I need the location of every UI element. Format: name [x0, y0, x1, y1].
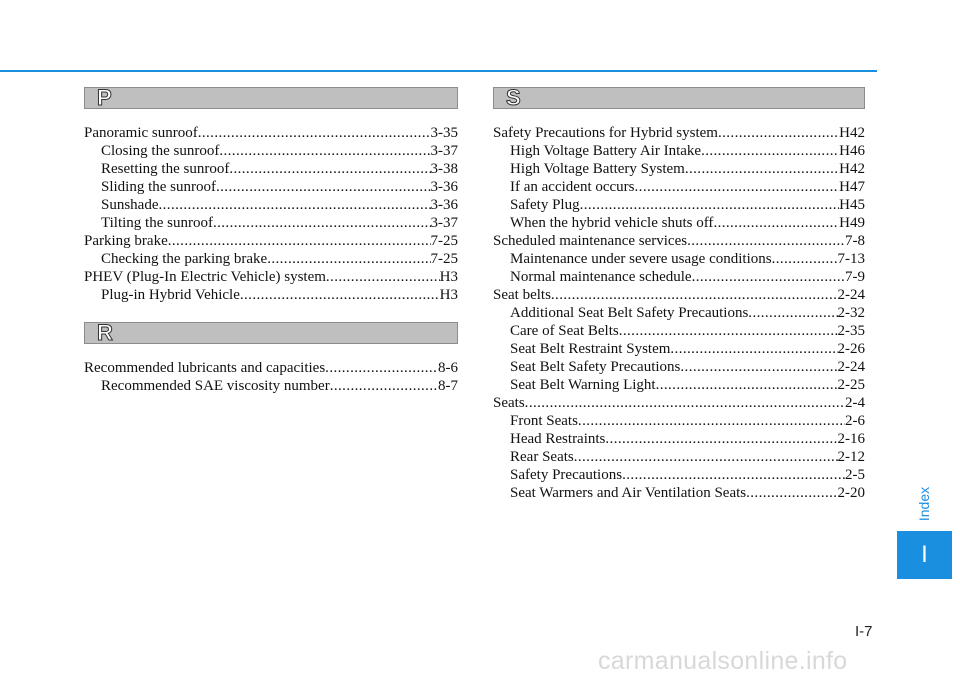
dot-leader [168, 232, 431, 250]
entry-page-ref: H3 [439, 287, 458, 303]
entry-page-ref: 2-4 [845, 395, 865, 411]
index-entry [493, 214, 865, 232]
watermark: carmanualsonline.info [598, 647, 848, 675]
index-entry [493, 484, 865, 502]
dot-leader [580, 196, 840, 214]
section-letter-s: S [506, 85, 521, 110]
entry-page-ref: H49 [839, 215, 865, 231]
entry-title: Normal maintenance schedule [510, 269, 692, 285]
dot-leader [746, 484, 837, 502]
entry-page-ref: 2-16 [837, 431, 865, 447]
dot-leader [701, 142, 839, 160]
entry-page-ref: 3-36 [430, 197, 458, 213]
entry-title: Maintenance under severe usage conditions [510, 251, 772, 267]
entry-title: Sunshade [101, 197, 159, 213]
section-s-entries [493, 124, 865, 502]
index-entry [493, 232, 865, 250]
entry-title: Seat belts [493, 287, 551, 303]
dot-leader [213, 214, 431, 232]
entry-title: Sliding the sunroof [101, 179, 216, 195]
section-header-p [84, 87, 458, 109]
side-tab-letter: I [897, 531, 952, 579]
index-entry [493, 376, 865, 394]
section-p-entries [84, 124, 458, 304]
dot-leader [325, 359, 438, 377]
dot-leader [216, 178, 431, 196]
index-entry [493, 358, 865, 376]
dot-leader [219, 142, 430, 160]
entry-title: Recommended lubricants and capacities [84, 360, 326, 376]
index-entry [84, 160, 458, 178]
index-entry [493, 142, 865, 160]
entry-title: Parking brake [84, 233, 168, 249]
right-column [493, 87, 865, 502]
index-entry [84, 359, 458, 377]
entry-page-ref: 7-9 [845, 269, 865, 285]
dot-leader [578, 412, 845, 430]
side-tab-label-text: Index [916, 486, 933, 522]
index-entry [84, 214, 458, 232]
dot-leader [713, 214, 839, 232]
entry-title: High Voltage Battery System [510, 161, 685, 177]
entry-page-ref: 3-38 [430, 161, 458, 177]
side-tab-label [897, 478, 952, 530]
entry-page-ref: 7-25 [430, 251, 458, 267]
index-entry [84, 196, 458, 214]
entry-page-ref: 7-13 [837, 251, 865, 267]
dot-leader [680, 358, 837, 376]
section-gap [84, 304, 458, 322]
index-entry [493, 448, 865, 466]
dot-leader [718, 124, 839, 142]
entry-page-ref: 2-35 [837, 323, 865, 339]
entry-page-ref: 2-25 [837, 377, 865, 393]
index-entry [84, 250, 458, 268]
entry-title: Head Restraints [510, 431, 606, 447]
index-entry [84, 377, 458, 395]
dot-leader [685, 160, 839, 178]
entry-title: When the hybrid vehicle shuts off [510, 215, 714, 231]
dot-leader [330, 377, 438, 395]
index-entry [493, 304, 865, 322]
dot-leader [670, 340, 837, 358]
entry-page-ref: 7-8 [845, 233, 865, 249]
entry-title: Additional Seat Belt Safety Precautions [510, 305, 749, 321]
entry-title: Seats [493, 395, 525, 411]
section-r-entries [84, 359, 458, 395]
entry-title: PHEV (Plug-In Electric Vehicle) system [84, 269, 326, 285]
entry-page-ref: 3-35 [430, 125, 458, 141]
index-entry [84, 178, 458, 196]
entry-page-ref: H3 [439, 269, 458, 285]
entry-page-ref: 8-7 [438, 378, 458, 394]
dot-leader [605, 430, 837, 448]
dot-leader [551, 286, 838, 304]
entry-title: Seat Warmers and Air Ventilation Seats [510, 485, 747, 501]
index-entry [493, 196, 865, 214]
index-entry [493, 178, 865, 196]
entry-page-ref: H42 [839, 161, 865, 177]
dot-leader [635, 178, 840, 196]
index-entry [493, 250, 865, 268]
entry-page-ref: 2-24 [837, 359, 865, 375]
entry-title: Resetting the sunroof [101, 161, 230, 177]
dot-leader [159, 196, 431, 214]
entry-title: Closing the sunroof [101, 143, 220, 159]
entry-page-ref: H47 [839, 179, 865, 195]
entry-title: Checking the parking brake [101, 251, 268, 267]
dot-leader [748, 304, 837, 322]
entry-page-ref: 2-32 [837, 305, 865, 321]
entry-page-ref: H46 [839, 143, 865, 159]
dot-leader [240, 286, 440, 304]
entry-title: Front Seats [510, 413, 578, 429]
entry-page-ref: 8-6 [438, 360, 458, 376]
entry-title: High Voltage Battery Air Intake [510, 143, 702, 159]
dot-leader [229, 160, 430, 178]
entry-page-ref: 3-36 [430, 179, 458, 195]
top-rule [0, 70, 877, 72]
dot-leader [198, 124, 431, 142]
entry-title: Recommended SAE viscosity number [101, 378, 330, 394]
index-entry [493, 124, 865, 142]
index-entry [493, 430, 865, 448]
entry-title: Panoramic sunroof [84, 125, 198, 141]
index-entry [84, 232, 458, 250]
dot-leader [687, 232, 845, 250]
page-number: I-7 [855, 623, 873, 640]
entry-page-ref: 7-25 [430, 233, 458, 249]
entry-title: Care of Seat Belts [510, 323, 619, 339]
index-entry [493, 322, 865, 340]
index-entry [493, 160, 865, 178]
entry-title: Safety Plug [510, 197, 580, 213]
entry-title: Seat Belt Warning Light [510, 377, 656, 393]
section-header-r [84, 322, 458, 344]
left-column [84, 87, 458, 395]
index-entry [84, 286, 458, 304]
dot-leader [692, 268, 845, 286]
index-entry [493, 466, 865, 484]
entry-title: Safety Precautions for Hybrid system [493, 125, 718, 141]
entry-title: Seat Belt Safety Precautions [510, 359, 681, 375]
entry-page-ref: 3-37 [430, 215, 458, 231]
entry-title: Tilting the sunroof [101, 215, 213, 231]
section-header-s [493, 87, 865, 109]
dot-leader [656, 376, 838, 394]
entry-page-ref: 2-20 [837, 485, 865, 501]
section-letter-p: P [97, 85, 112, 110]
index-entry [84, 268, 458, 286]
index-entry [493, 412, 865, 430]
section-letter-r: R [97, 320, 113, 345]
entry-page-ref: 2-26 [837, 341, 865, 357]
entry-page-ref: 3-37 [430, 143, 458, 159]
dot-leader [772, 250, 838, 268]
index-entry [493, 340, 865, 358]
index-entry [84, 124, 458, 142]
index-entry [84, 142, 458, 160]
dot-leader [267, 250, 430, 268]
index-entry [493, 286, 865, 304]
dot-leader [622, 466, 845, 484]
entry-page-ref: H42 [839, 125, 865, 141]
entry-title: Plug-in Hybrid Vehicle [101, 287, 240, 303]
entry-title: Seat Belt Restraint System [510, 341, 671, 357]
index-entry [493, 268, 865, 286]
entry-title: Safety Precautions [510, 467, 623, 483]
dot-leader [326, 268, 440, 286]
entry-title: Rear Seats [510, 449, 574, 465]
entry-page-ref: 2-5 [845, 467, 865, 483]
dot-leader [619, 322, 838, 340]
index-entry [493, 394, 865, 412]
entry-title: If an accident occurs [510, 179, 635, 195]
dot-leader [574, 448, 838, 466]
entry-title: Scheduled maintenance services [493, 233, 688, 249]
entry-page-ref: 2-12 [837, 449, 865, 465]
entry-page-ref: 2-6 [845, 413, 865, 429]
entry-page-ref: H45 [839, 197, 865, 213]
entry-page-ref: 2-24 [837, 287, 865, 303]
dot-leader [525, 394, 845, 412]
